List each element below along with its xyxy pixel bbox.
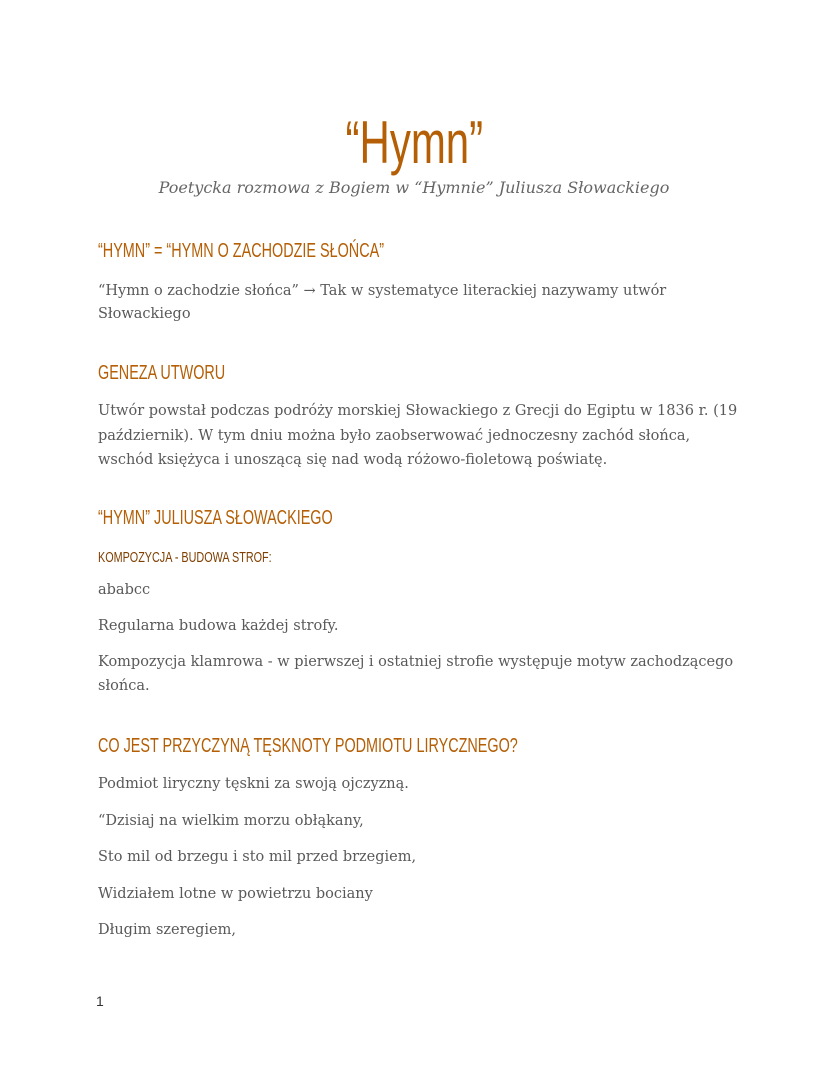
paragraph: Regularna budowa każdej strofy. [98, 618, 339, 634]
poem-line: “Dzisiaj na wielkim morzu obłąkany, [98, 813, 364, 829]
paragraph: wschód księżyca i unoszącą się nad wodą różowo-fioletową poświatę. [98, 452, 608, 468]
paragraph: październik). W tym dniu można było zaobserwować jednoczesny zachód słońca, [98, 428, 691, 444]
paragraph: słońca. [98, 678, 150, 694]
paragraph: “Hymn o zachodzie słońca” → Tak w systematyce literackiej nazywamy utwór [98, 283, 667, 299]
paragraph: Podmiot liryczny tęskni za swoją ojczyzną. [98, 776, 409, 792]
section-heading: GENEZA UTWORU [98, 362, 226, 384]
subsection-heading: KOMPOZYCJA - BUDOWA STROF: [98, 549, 272, 566]
paragraph: Słowackiego [98, 306, 191, 322]
section-heading: “HYMN” JULIUSZA SŁOWACKIEGO [98, 507, 333, 529]
page-number: 1 [96, 993, 104, 1009]
paragraph: Utwór powstał podczas podróży morskiej Słowackiego z Grecji do Egiptu w 1836 r. (19 [98, 403, 738, 419]
section-heading: CO JEST PRZYCZYNĄ TĘSKNOTY PODMIOTU LIRYCZNEGO? [98, 735, 518, 757]
document-title: “Hymn” [345, 109, 483, 176]
poem-line: Sto mil od brzegu i sto mil przed brzegiem, [98, 849, 417, 865]
poem-line: Długim szeregiem, [98, 922, 236, 938]
paragraph: Kompozycja klamrowa - w pierwszej i ostatniej strofie występuje motyw zachodzącego [98, 654, 734, 670]
document-subtitle: Poetycka rozmowa z Bogiem w “Hymnie” Juliusza Słowackiego [158, 178, 670, 197]
poem-line: Widziałem lotne w powietrzu bociany [98, 886, 373, 902]
paragraph: ababcc [98, 582, 151, 598]
section-heading: “HYMN” = “HYMN O ZACHODZIE SŁOŃCA” [98, 240, 385, 262]
